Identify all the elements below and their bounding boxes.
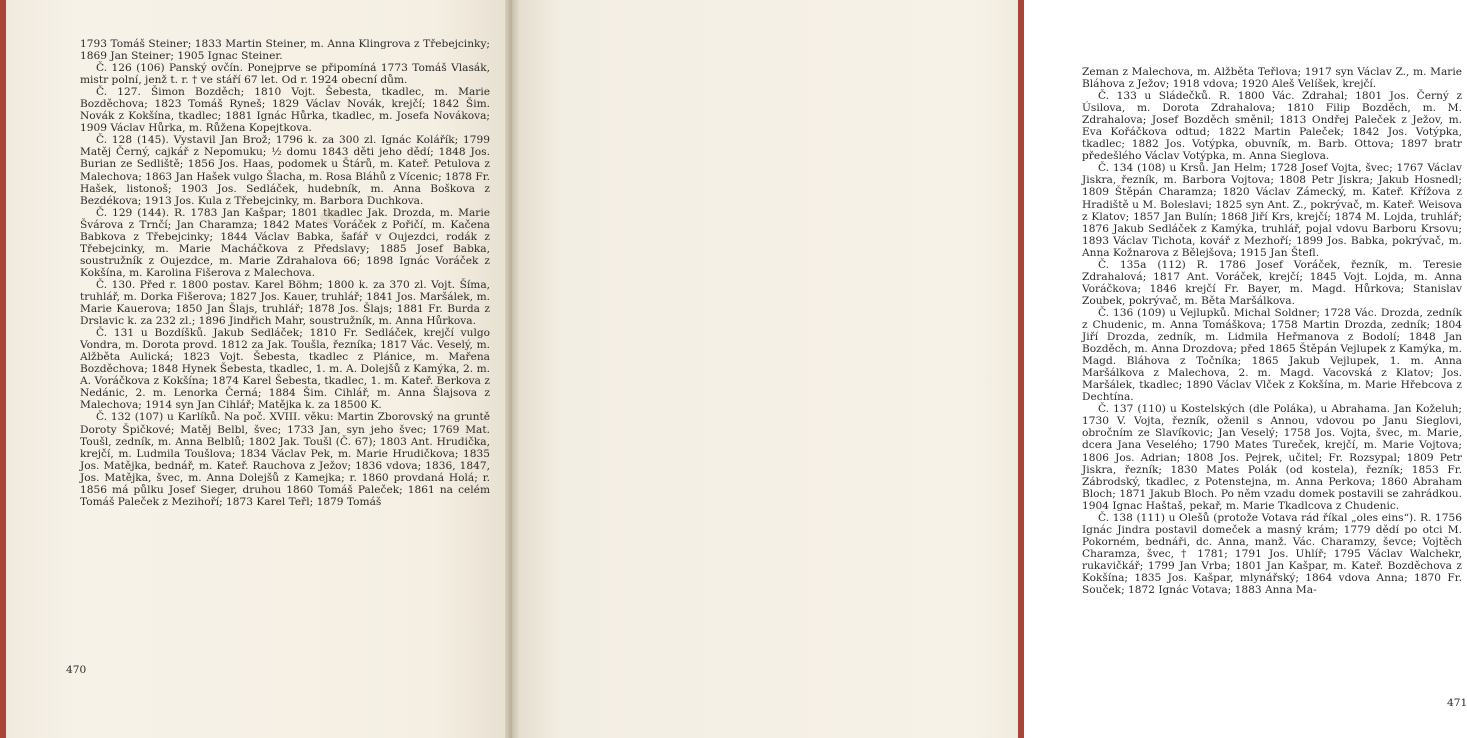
paragraph: Zeman z Malechova, m. Alžběta Teřlova; 1917 syn Václav Z., m. Marie Bláhova z Ježov; 1918 vdova; 1920 Aleš Velíšek, krejčí. [1082,66,1462,91]
page-edge-right [1018,0,1024,738]
paragraph: Č. 131 u Bozdíšků. Jakub Sedláček; 1810 Fr. Sedláček, krejčí vulgo Vondra, m. Dorota provd. 1812 za Jak. Toušla, řezníka; 1817 Vác. Veselý, m. Alžběta Aulická; 1823 Vojt. Šebesta, tkadlec z Plánice, m. Mařena Bozděchova; 1848 Hynek Šebesta, tkadlec, 1. m. A. Dolejšů z Kamýka, 2. m. A. Voráčkova z Kokšína; 1874 Karel Šebesta, tkadlec, 1. m. Kateř. Berkova z Nedánic, 2. m. Lenorka Černá; 1884 Šim. Cihlář, m. Anna Šlajsova z Malechova; 1914 syn Jan Cihlář; Matějka k. za 18500 K. [80,327,490,412]
left-page [0,0,512,738]
paragraph: Č. 127. Šimon Bozděch; 1810 Vojt. Šebesta, tkadlec, m. Marie Bozděchova; 1823 Tomáš Ryneš; 1829 Václav Novák, krejčí; 1842 Šim. Novák z Kokšína, tkadlec; 1881 Ignác Hůrka, tkadlec, m. Josefa Novákova; 1909 Václav Hůrka, m. Růžena Kopejtkova. [80,86,490,135]
paragraph: Č. 137 (110) u Kostelských (dle Poláka), u Abrahama. Jan Koželuh; 1730 V. Vojta, řezník, oženil s Annou, vdovou po Janu Sieglovi, obročním ze Slavíkovic; Jan Veselý; 1758 Jos. Vojta, švec, m. Marie, dcera Jana Veselého; 1790 Mates Tureček, krejčí, m. Marie Vojtova; 1806 Jos. Adrian; 1808 Jos. Pejrek, učitel; Fr. Rozsypal; 1809 Petr Jiskra, řezník; 1830 Mates Polák (od kostela), řezník; 1853 Fr. Zábrodský, tkadlec, z Potenstejna, m. Anna Perkova; 1860 Abraham Bloch; 1871 Jakub Bloch. Po něm vzadu domek postavili se zahrádkou. 1904 Ignac Haštaš, pekař, m. Marie Tkadlcova z Chudenic. [1082,403,1462,512]
paragraph: Č. 130. Před r. 1800 postav. Karel Böhm; 1800 k. za 370 zl. Vojt. Šíma, truhlář, m. Dorka Fišerova; 1827 Jos. Kauer, truhlář; 1841 Jos. Maršálek, m. Marie Kauerova; 1850 Jan Šlajs, truhlář; 1878 Jos. Šlajs; 1881 Fr. Burda z Drslavic k. za 232 zl.; 1896 Jindřich Mahr, soustružník, m. Anna Hůrkova. [80,278,490,328]
paragraph: Č. 135a (112) R. 1786 Josef Voráček, řezník, m. Teresie Zdrahalová; 1817 Ant. Voráček, krejčí; 1845 Vojt. Lojda, m. Anna Voráčkova; 1846 krejčí Fr. Bayer, m. Magd. Hůrkova; Stanislav Zoubek, pokrývač, m. Běta Maršálkova. [1082,258,1462,307]
page-number-right: 471 [1447,697,1467,709]
page-number-left: 470 [66,664,87,676]
paragraph: Č. 138 (111) u Olešů (protože Votava rád říkal „oles eins“). R. 1756 Ignác Jindra postavil domeček a masný krám; 1779 dědí po otci M. Pokorném, bednáři, dc. Anna, manž. Vác. Charamzy, ševce; Vojtěch Charamza, švec, † 1781; 1791 Jos. Uhlíř; 1795 Václav Walchekr, rukavičkář; 1799 Jan Vrba; 1801 Jan Kašpar, m. Kateř. Bozděchova z Kokšína; 1835 Jos. Kašpar, mlynářský; 1864 vdova Anna; 1870 Fr. Souček; 1872 Ignác Votava; 1883 Anna Ma- [1082,511,1462,597]
right-text-column [1082,66,1462,596]
paragraph: Č. 126 (106) Panský ovčín. Ponejprve se připomíná 1773 Tomáš Vlasák, mistr polní, jenž t. r. † ve stáří 67 let. Od r. 1924 obecní dům. [80,62,490,87]
paragraph: Č. 133 u Sládečků. R. 1800 Vác. Zdrahal; 1801 Jos. Černý z Úsilova, m. Dorota Zdrahalova; 1810 Filip Bozděch, m. M. Zdrahalova; Josef Bozděch směnil; 1813 Ondřej Paleček z Ježov, m. Eva Kořáčkova odtud; 1822 Martin Paleček; 1842 Jos. Votýpka, tkadlec; 1882 Jos. Votýpka, obuvník, m. Barb. Ottova; 1897 bratr předešlého Václav Votýpka, m. Anna Sieglova. [1082,90,1462,163]
paper-stain [320,210,342,224]
paragraph: Č. 128 (145). Vystavil Jan Brož; 1796 k. za 300 zl. Ignác Kolářík; 1799 Matěj Černý, cajkář z Nepomuku; ½ domu 1843 děti jeho dědí; 1848 Jos. Burian ze Sedliště; 1856 Jos. Haas, podomek u Štárů, m. Kateř. Petulova z Malechova; 1863 Jan Hašek vulgo Šlacha, m. Rosa Bláhů z Vícenic; 1878 Fr. Hašek, listonoš; 1903 Jos. Sedláček, hudebník, m. Anna Boškova z Bezdékova; 1913 Jos. Kula z Třebejcinky, m. Barbora Duchkova. [80,134,490,207]
right-page [512,0,1467,738]
paragraph: Č. 132 (107) u Karlíků. Na poč. XVIII. věku: Martin Zborovský na gruntě Doroty Špičkové; Matěj Belbl, švec; 1733 Jan, syn jeho švec; 1769 Mat. Toušl, zedník, m. Anna Belblů; 1802 Jak. Toušl (Č. 67); 1803 Ant. Hrudička, krejčí, m. Ludmila Toušlova; 1834 Václav Pek, m. Marie Hrudičkova; 1835 Jos. Matějka, bednář, m. Kateř. Rauchova z Ježov; 1836 vdova; 1836, 1847, Jos. Matějka, švec, m. Anna Dolejšů z Kamejka; r. 1860 provdaná Holá; r. 1856 má půlku Josef Sieger, druhou 1860 Tomáš Paleček; 1861 na celém Tomáš Paleček z Mezihoří; 1873 Karel Teřl; 1879 Tomáš [80,411,490,508]
paragraph: Č. 136 (109) u Vejlupků. Michal Soldner; 1728 Vác. Drozda, zedník z Chudenic, m. Anna Tomáškova; 1758 Martin Drozda, zedník; 1804 Jiří Drozda, zedník, m. Lidmila Heřmanova z Bodolí; 1848 Jan Bozděch, m. Anna Drozdova; před 1865 Štěpán Vejlupek z Kamýka, m. Magd. Bláhova z Točníka; 1865 Jakub Vejlupek, 1. m. Anna Maršálkova z Malechova, 2. m. Magd. Vacovská z Klatov; Jos. Maršálek, tkadlec; 1890 Václav Vlček z Kokšína, m. Marie Hřebcova z Dechtína. [1082,306,1462,404]
left-text-column [80,38,490,508]
paragraph: 1793 Tomáš Steiner; 1833 Martin Steiner, m. Anna Klingrova z Třebejcinky; 1869 Jan Steiner; 1905 Ignac Steiner. [80,38,490,63]
paragraph: Č. 129 (144). R. 1783 Jan Kašpar; 1801 tkadlec Jak. Drozda, m. Marie Švárova z Trnčí; Jan Charamza; 1842 Mates Voráček z Pořičí, m. Kačena Babkova z Třebejcinky; 1844 Václav Babka, šafář v Oujezdci, rodák z Třebejcinky, m. Marie Macháčkova z Předslavy; 1885 Josef Babka, soustružník z Oujezdce, m. Marie Zdrahalova 66; 1898 Ignác Voráček z Kokšína, m. Karolina Fišerova z Malechova. [80,206,490,279]
book-gutter [505,0,519,738]
paragraph: Č. 134 (108) u Krsů. Jan Helm; 1728 Josef Vojta, švec; 1767 Václav Jiskra, řezník, m. Barbora Vojtova; 1808 Petr Jiskra; Jakub Hosnedl; 1809 Štěpán Charamza; 1820 Václav Zámecký, m. Kateř. Křížova z Hradiště u M. Boleslavi; 1825 syn Ant. Z., pokrývač, m. Kateř. Weisova z Klatov; 1857 Jan Bulín; 1868 Jiří Krs, krejčí; 1874 M. Lojda, truhlář; 1876 Jakub Sedláček z Kamýka, truhlář, pojal vdovu Barboru Krsovu; 1893 Václav Tichota, kovář z Mezhoří; 1899 Jos. Babka, pokrývač, m. Anna Kožnarova z Bělejšova; 1915 Jan Štefl. [1082,162,1462,259]
page-edge-left [0,0,6,738]
